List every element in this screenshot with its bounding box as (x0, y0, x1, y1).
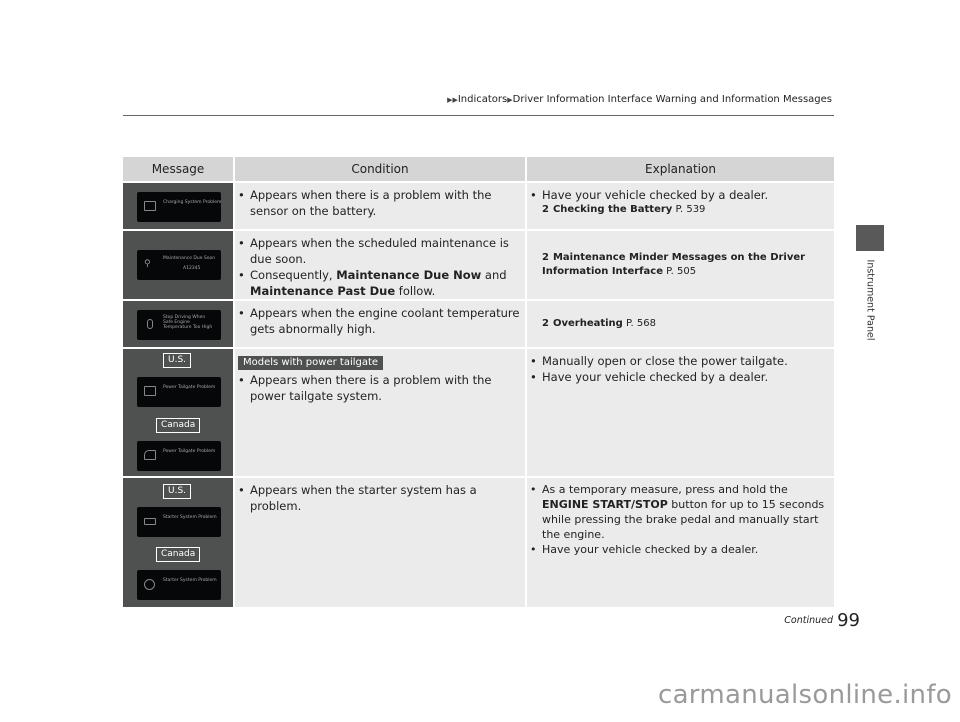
divider (233, 231, 235, 299)
region-label-us: U.S. (163, 484, 191, 499)
page-reference[interactable] (530, 251, 830, 279)
message-image-cell (123, 183, 233, 229)
message-image-cell (123, 478, 233, 607)
arrow-right-icon: ▶▶ (447, 96, 458, 104)
text-run: As a temporary measure, press and hold the (542, 483, 788, 496)
starter-icon (144, 518, 156, 525)
watermark: carmanualsonline.info (657, 680, 952, 710)
reference-icon: 2 (542, 252, 549, 263)
text-run: button for up to 15 seconds while pressing the brake pedal and manually start the engine. (542, 498, 825, 541)
column-header-message: Message (151, 162, 205, 176)
divider (525, 478, 527, 607)
divider (233, 301, 235, 347)
reference-page: P. 505 (666, 266, 697, 277)
temperature-icon (147, 319, 153, 329)
screen-text: Starter System Problem (163, 515, 217, 520)
page-reference[interactable] (530, 203, 830, 217)
screen-text: Power Tailgate Problem (163, 449, 216, 454)
condition-cell (238, 482, 522, 514)
explanation-cell (530, 251, 830, 279)
condition-cell (238, 353, 522, 404)
screen-text: Charging System Problem (163, 200, 222, 205)
condition-text: • Appears when there is a problem with the power tailgate system. (238, 372, 522, 404)
section-label-text: Instrument Panel (864, 259, 876, 341)
explanation-cell (530, 187, 830, 217)
explanation-cell (530, 317, 830, 331)
reference-page: P. 568 (626, 318, 656, 329)
header-divider (123, 115, 834, 116)
page-number: 99 (837, 610, 860, 631)
reference-icon: 2 (542, 318, 549, 329)
section-tab (856, 225, 884, 251)
reference-title: Maintenance Minder Messages on the Driver Information Interface (542, 252, 806, 277)
message-name: Maintenance Past Due (250, 284, 396, 298)
table-row (123, 231, 834, 299)
warning-icon (144, 579, 155, 590)
wrench-icon: ⚲ (144, 259, 151, 269)
reference-icon: 2 (542, 204, 549, 215)
screen-subtext: A12345 (183, 266, 201, 271)
divider (525, 349, 527, 476)
divider (525, 231, 527, 299)
reference-page: P. 539 (675, 204, 706, 215)
explanation-cell (530, 482, 830, 557)
tailgate-icon (144, 386, 156, 396)
screen-text: Stop Driving When Safe Engine Temperature Too High (163, 315, 213, 330)
battery-icon (144, 201, 156, 211)
explanation-text: • Have your vehicle checked by a dealer. (530, 369, 830, 385)
explanation-text: • Have your vehicle checked by a dealer. (530, 542, 830, 557)
breadcrumb-item: Driver Information Interface Warning and Information Messages (512, 94, 832, 105)
model-tag: Models with power tailgate (238, 356, 383, 370)
table-header (123, 157, 834, 181)
reference-title: Checking the Battery (552, 204, 673, 215)
message-screen (137, 377, 221, 407)
message-image-cell (123, 301, 233, 347)
screen-text: Starter System Problem (163, 578, 217, 583)
explanation-cell (530, 353, 830, 385)
table-row (123, 183, 834, 229)
column-header-condition: Condition (351, 162, 409, 176)
button-name: ENGINE START/STOP (542, 498, 668, 511)
breadcrumb (447, 94, 832, 105)
condition-text: • Appears when the starter system has a problem. (238, 482, 522, 514)
text-run: follow. (395, 284, 436, 298)
section-label (850, 260, 890, 340)
condition-text: • Appears when the engine coolant temperature gets abnormally high. (238, 305, 522, 337)
page-reference[interactable] (530, 317, 830, 331)
condition-cell (238, 187, 522, 219)
message-image-cell (123, 231, 233, 299)
column-header-explanation: Explanation (645, 162, 716, 176)
condition-text: • Appears when the scheduled maintenance is due soon. (238, 235, 522, 267)
screen-text: Maintenance Due Soon (163, 256, 216, 261)
reference-title: Overheating (552, 318, 623, 329)
explanation-text: • Have your vehicle checked by a dealer. (530, 187, 830, 203)
table-row (123, 478, 834, 607)
table-row (123, 349, 834, 476)
tailgate-icon (144, 450, 156, 460)
divider (525, 301, 527, 347)
condition-text (238, 267, 522, 299)
message-screen (137, 250, 221, 280)
breadcrumb-item: Indicators (457, 94, 508, 105)
text-run: and (481, 268, 507, 282)
condition-text: • Appears when there is a problem with the sensor on the battery. (238, 187, 522, 219)
message-name: Maintenance Due Now (336, 268, 482, 282)
table-row (123, 301, 834, 347)
condition-cell (238, 235, 522, 299)
region-label-canada: Canada (156, 547, 200, 562)
region-label-us: U.S. (163, 353, 191, 368)
message-screen (137, 192, 221, 222)
explanation-text: • Manually open or close the power tailgate. (530, 353, 830, 369)
text-run: Consequently, (250, 268, 337, 282)
message-screen (137, 507, 221, 537)
message-image-cell (123, 349, 233, 476)
continued-label: Continued (784, 615, 833, 626)
divider (233, 478, 235, 607)
divider (525, 183, 527, 229)
explanation-text (530, 482, 830, 542)
arrow-right-icon: ▶ (507, 96, 513, 104)
region-label-canada: Canada (156, 418, 200, 433)
message-screen (137, 570, 221, 600)
divider (233, 349, 235, 476)
message-screen (137, 310, 221, 340)
condition-cell (238, 305, 522, 337)
message-screen (137, 441, 221, 471)
screen-text: Power Tailgate Problem (163, 385, 216, 390)
divider (233, 183, 235, 229)
